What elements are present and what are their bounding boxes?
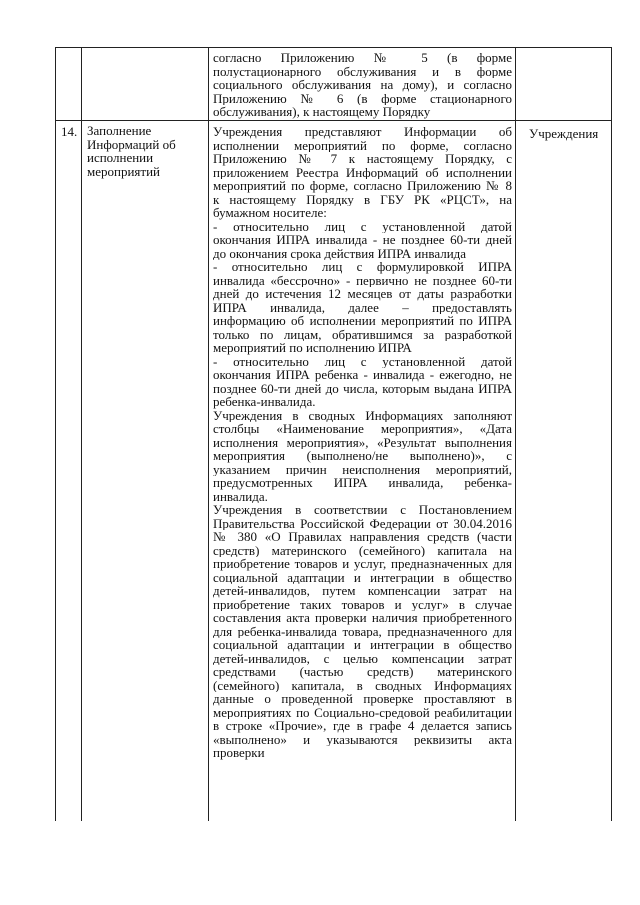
text-line: детей-инвалидов, путем компенсации затрат на [213,584,512,598]
description-cell [213,125,512,760]
text-line: окончания ИПРА инвалида - не позднее 60-ти дней [213,233,512,247]
text-line: окончания ИПРА ребенка - инвалида - ежегодно, не [213,368,512,382]
text-line: социальной адаптации и интеграции в общество [213,570,512,584]
text-line: Правительства Российской Федерации от 30.04.2016 [213,516,512,530]
continued-description-cell [213,51,512,119]
table-border-left [55,47,56,821]
text-line: исполнении мероприятий по форме, согласно [213,138,512,152]
text-line: дней до истечения 12 месяцев от даты разработки [213,287,512,301]
text-line: инвалида. [213,489,268,503]
table-border-top [55,47,612,48]
text-line: Учреждения представляют Информации об [213,125,512,139]
text-line: к настоящему Порядку в ГБУ РК «РЦСТ», на [213,192,512,206]
text-line: Приложению № 6 (в форме стационарного [213,91,512,105]
text-line: «выполнено» и указываются реквизиты акта [213,732,512,746]
text-line: Учреждения в соответствии с Постановлением [213,503,512,517]
text-line: столбцы «Наименование мероприятия», «Дата [213,422,512,436]
text-line: - относительно лиц с установленной датой [213,354,512,368]
text-line: указанием причин неисполнения мероприятий, [213,462,512,476]
text-line: бумажном носителе: [213,206,327,220]
text-line: социальной адаптации и интеграции в общество [213,638,512,652]
text-line: мероприятиях по Социально-средовой реабилитации [213,705,512,719]
text-line: Учреждения в сводных Информациях заполняют [213,408,512,422]
text-line: № 380 «О Правилах направления средств (части [213,530,512,544]
row-separator [55,120,612,121]
text-line: приобретение таких товаров и услуг» в случае [213,597,512,611]
text-line: Приложению № 7 к настоящему Порядку, с [213,152,512,166]
text-line: социального обслуживания на дому), и согласно [213,78,512,92]
name-line: мероприятий [87,163,160,179]
text-line: - относительно лиц с установленной датой [213,219,512,233]
responsible-cell: Учреждения [529,126,599,141]
text-line: мероприятий по исполнению ИПРА [213,341,412,355]
text-line: инвалида «бессрочно» - первично не позднее 60-ти [213,273,512,287]
text-line: средствами (частью средств) материнского [213,665,512,679]
text-line: до окончания срока действия ИПРА инвалида [213,246,467,260]
name-line: исполнении [87,150,154,165]
name-line: Заполнение [87,123,152,138]
text-line: позднее 60-ти дней до числа, которым выдана ИПРА [213,381,512,395]
text-line: ИПРА инвалида, далее – предоставлять [213,300,512,314]
text-line: для ребенка-инвалида товара, предназначенного для [213,624,512,638]
text-line: составления акта проверки наличия приобретенного [213,611,512,625]
text-line: мероприятий по форме, согласно Приложению № 8 [213,179,512,193]
text-line: обслуживания), к настоящему Порядку [213,105,431,119]
text-line: только по лицам, обратившимся за разработкой [213,327,512,341]
text-line: полустационарного обслуживания и в форме [213,64,512,78]
text-line: средств) материнского (семейного) капитала на [213,543,512,557]
text-line: (семейного) капитала, в сводных Информациях [213,678,512,692]
text-line: исполнения мероприятия», «Результат выполнения [213,435,512,449]
text-line: предусмотренных ИПРА инвалида, ребенка- [213,476,512,490]
text-line: - относительно лиц с формулировкой ИПРА [213,260,512,274]
text-line: приобретение товаров и услуг, предназначенных для [213,557,512,571]
text-line: информацию об исполнении мероприятий по ИПРА [213,314,512,328]
text-line: проверки [213,746,265,760]
table-divider-3 [515,47,516,821]
row-number: 14. [61,124,78,139]
table-divider-1 [81,47,82,821]
text-line: согласно Приложению № 5 (в форме [213,51,512,65]
text-line: данные о проведенной проверке проставляют в [213,692,512,706]
text-line: детей-инвалидов, с целью компенсации затрат [213,651,512,665]
text-line: ребенка-инвалида. [213,395,316,409]
text-line: приложением Реестра Информаций об исполнении [213,165,512,179]
text-line: в строке «Прочие», где в графе 4 делается запись [213,719,512,733]
name-line: Информаций об [87,136,176,152]
activity-name-cell [87,124,207,178]
table-border-right [611,47,612,821]
table-divider-2 [208,47,209,821]
text-line: мероприятия (выполнено/не выполнено)», с [213,449,512,463]
